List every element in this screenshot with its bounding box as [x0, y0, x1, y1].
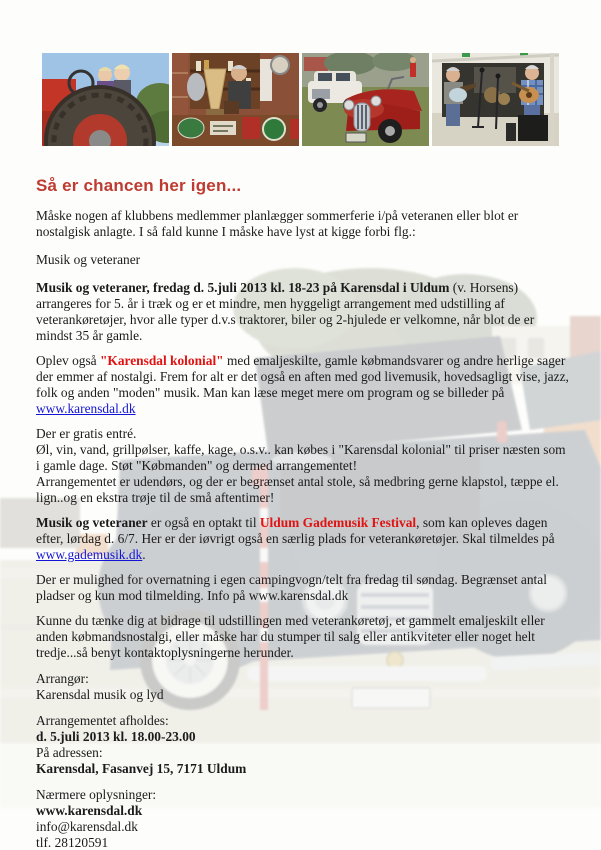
event-details-rest: (v. Horsens) arrangeres for 5. år i træk og er et mindre, men hyggeligt arrangement med udstilling af veterankøretøjer, hvor alle typer d.v.s traktorer, biler og 2-hjulede er velkomne, når blot de er mindst 35 år gamle.	[36, 280, 535, 343]
event-details-bold: Musik og veteraner, fredag d. 5.juli 2013 kl. 18-23 på Karensdal i Uldum	[36, 280, 450, 295]
festival-end: .	[142, 547, 146, 562]
page-title: Så er chancen her igen...	[36, 176, 242, 195]
contribute-paragraph	[36, 613, 571, 661]
contact-email: info@karensdal.dk	[36, 819, 138, 834]
organizer-name: Karensdal musik og lyd	[36, 687, 164, 702]
outdoor-line: Arrangementet er udendørs, og der er begrænset antal stole, så medbring gerne klapstol, tæppe el. lign..og en ekstra trøje til de små aftentimer!	[36, 474, 559, 505]
event-address: Karensdal, Fasanvej 15, 7171 Uldum	[36, 761, 247, 776]
food-line: Øl, vin, vand, grillpølser, kaffe, kage, o.s.v.. kan købes i "Karensdal kolonial" til priser næsten som i gamle dage. Støt "Købmanden" og dermed arrangementet!	[36, 442, 566, 473]
festival-mid: er også en optakt til	[147, 515, 260, 530]
free-entry-line: Der er gratis entré.	[36, 426, 137, 441]
festival-rest: , som kan opleves dagen efter, lørdag d. 6/7. Her er der iøvrigt også en særlig plads for veterankøretøjer. Skal tilmeldes på	[36, 515, 555, 546]
event-date: d. 5.juli 2013 kl. 18.00-23.00	[36, 729, 196, 744]
camping-paragraph	[36, 572, 571, 604]
address-label: På adressen:	[36, 745, 103, 760]
photo-strip	[42, 53, 559, 146]
gademusik-link[interactable]: www.gademusik.dk	[36, 547, 143, 562]
kolonial-highlight: "Karensdal kolonial"	[99, 353, 224, 368]
event-time-block	[36, 713, 571, 777]
event-held-label: Arrangementet afholdes:	[36, 713, 169, 728]
contact-website: www.karensdal.dk	[36, 803, 143, 818]
kolonial-pre: Oplev også	[36, 353, 100, 368]
camping-text: Der er mulighed for overnatning i egen campingvogn/telt fra fredag til søndag. Begrænset antal pladser og kun mod tilmelding. Info på www.karensdal.dk	[36, 572, 547, 603]
contact-phone: tlf. 28120591	[36, 835, 109, 850]
intro-paragraph	[36, 208, 571, 240]
organizer-label: Arrangør:	[36, 671, 89, 686]
event-details-paragraph	[36, 280, 571, 344]
practical-paragraph	[36, 426, 571, 506]
festival-highlight: Uldum Gademusik Festival	[259, 515, 417, 530]
karensdal-link[interactable]: www.karensdal.dk	[36, 401, 136, 416]
document-body	[36, 176, 571, 850]
event-name-text: Musik og veteraner	[36, 252, 141, 267]
contact-block	[36, 787, 571, 850]
event-name-line	[36, 252, 571, 268]
photo-children-on-tractor	[42, 53, 169, 146]
contribute-text: Kunne du tænke dig at bidrage til udstillingen med veterankøretøj, et gammelt emaljeskilt eller anden købmandsnostalgi, eller måske har du stumper til salg eller antikviteter eller noget helt tredje...så benyt kontaktoplysningerne herunder.	[36, 613, 545, 660]
kolonial-mid: med emaljeskilte, gamle købmandsvarer og andre herlige sager der emmer af nostalgi. Frem for alt er det også en aften med god livemusik, hovedsagligt vise, jazz, folk og anden "moden" musik. Man kan læse meget mere om program og se billeder på	[36, 353, 569, 400]
photo-live-band	[432, 53, 559, 146]
intro-text: Måske nogen af klubbens medlemmer planlægger sommerferie i/på veteranen eller blot er nostalgisk anlagte. I så fald kunne I måske have lyst at kigge forbi flg.:	[36, 208, 519, 239]
photo-kolonial-shop	[172, 53, 299, 146]
kolonial-paragraph	[36, 353, 571, 417]
festival-paragraph	[36, 515, 571, 563]
organizer-block	[36, 671, 571, 703]
festival-bold: Musik og veteraner	[36, 515, 148, 530]
photo-veteran-cars	[302, 53, 429, 146]
contact-label: Nærmere oplysninger:	[36, 787, 157, 802]
